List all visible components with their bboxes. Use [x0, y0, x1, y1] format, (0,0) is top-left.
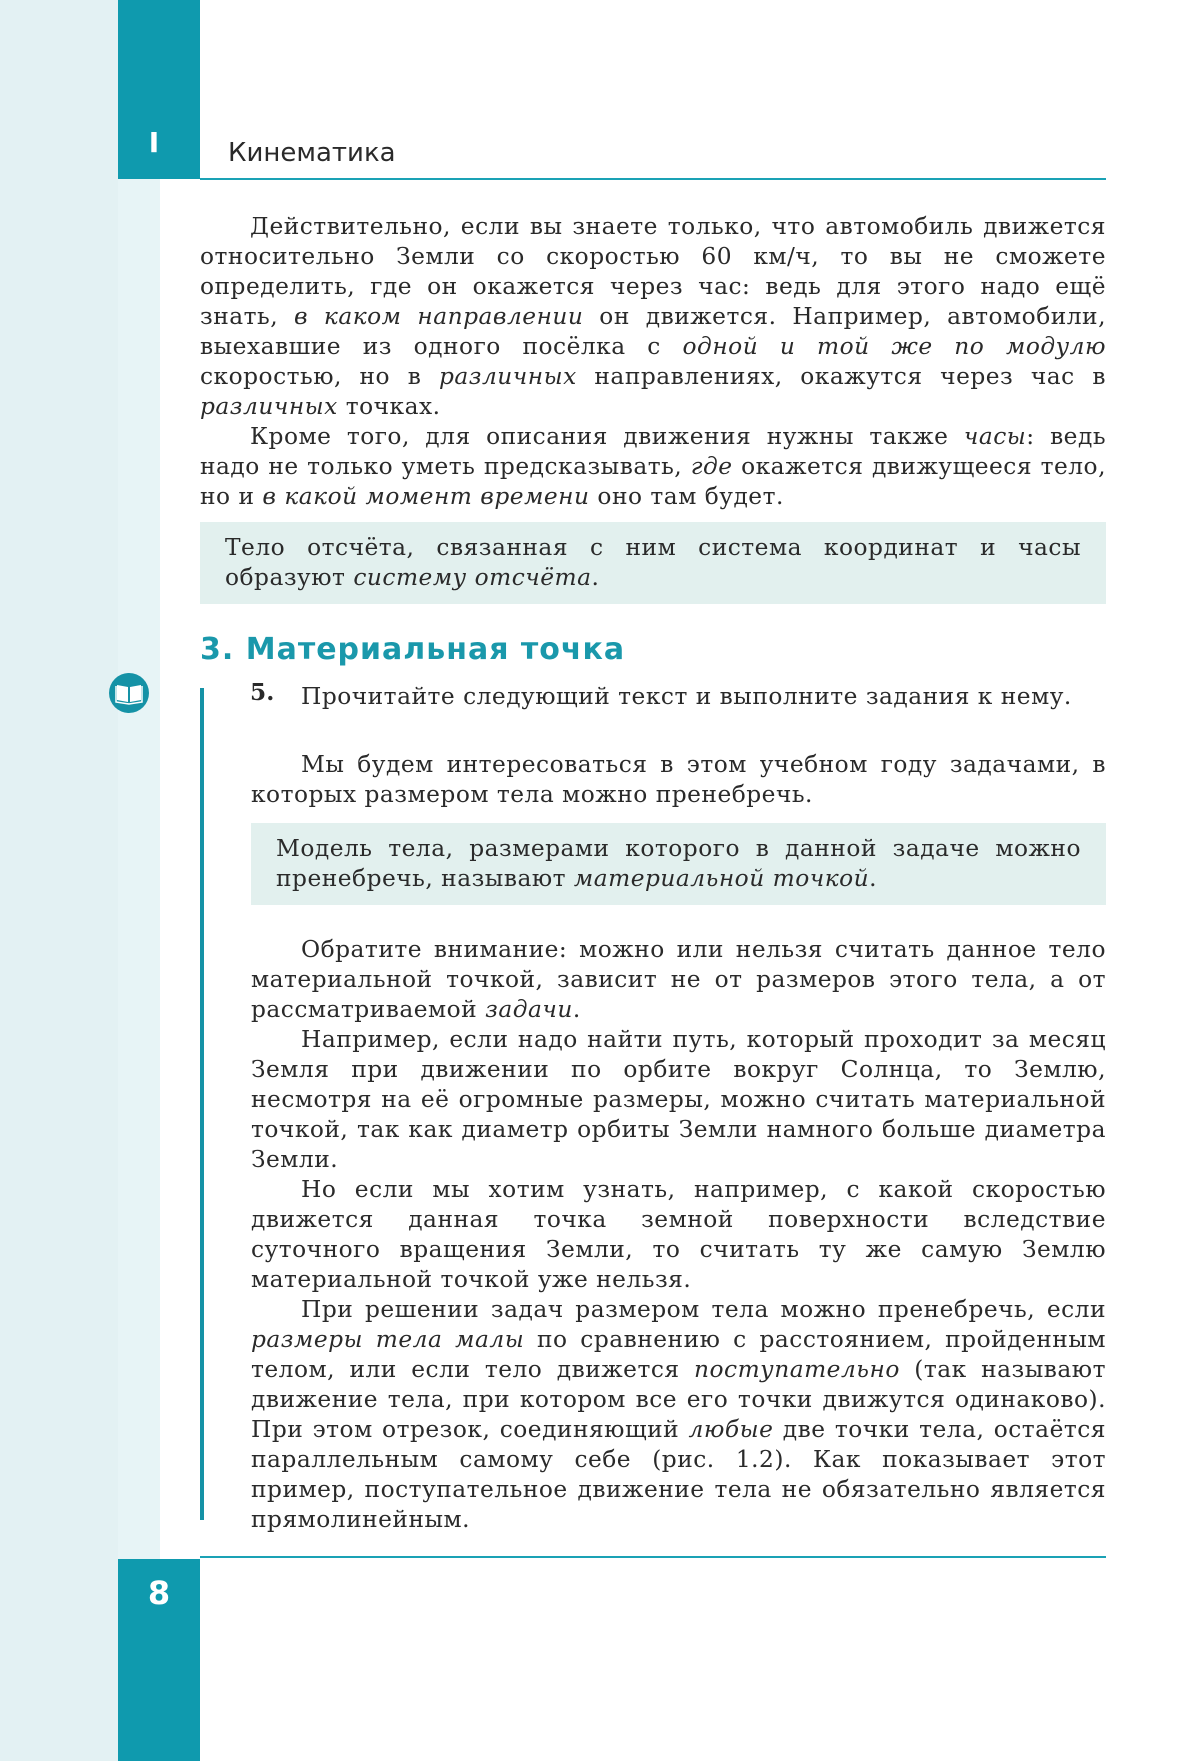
book-icon	[108, 672, 150, 714]
chapter-number: I	[148, 126, 160, 159]
header-divider	[200, 178, 1106, 180]
task-sidebar-line	[200, 688, 204, 1520]
chapter-title: Кинематика	[228, 138, 396, 168]
footer-divider	[200, 1556, 1106, 1558]
definition-material-point: Модель тела, размерами которого в данной задаче можно пренебречь, называют материальной точкой.	[251, 823, 1106, 905]
task-number: 5.	[250, 679, 275, 706]
paragraph-3: Мы будем интересоваться в этом учебном году задачами, в которых размером тела можно пренебречь.	[251, 751, 1106, 808]
page-number: 8	[147, 1574, 171, 1612]
paragraph-2: Кроме того, для описания движения нужны также часы: ведь надо не только уметь предсказывать, где окажется движущееся тело, но и в какой момент времени оно там будет.	[200, 423, 1106, 510]
task-text: Прочитайте следующий текст и выполните задания к нему.	[301, 683, 1072, 710]
definition-reference-system: Тело отсчёта, связанная с ним система координат и часы образуют систему отсчёта.	[200, 522, 1106, 604]
paragraph-4: Обратите внимание: можно или нельзя считать данное тело материальной точкой, зависит не от размеров этого тела, а от рассматриваемой задачи. Например, если надо найти путь, который проходит за месяц Земля при движении по орбите вокруг Солнца, то Землю, несмотря на её огромные размеры, можно считать материальной точкой, так как диаметр орбиты Земли намного больше диаметра Земли. Но если мы хотим узнать, например, с какой скоростью движется данная точка земной поверхности вследствие суточного вращения Земли, то считать ту же самую Землю материальной точкой уже нельзя. При решении задач размером тела можно пренебречь, если размеры тела малы по сравнению с расстоянием, пройденным телом, или если тело движется поступательно (так называют движение тела, при котором все его точки движутся одинаково). При этом отрезок, соединяющий любые две точки тела, остаётся параллельным самому себе (рис. 1.2). Как показывает этот пример, поступательное движение тела не обязательно является прямолинейным.	[251, 936, 1106, 1533]
section-title: 3. Материальная точка	[200, 632, 626, 667]
paragraph-1: Действительно, если вы знаете только, что автомобиль движется относительно Земли со скоростью 60 км/ч, то вы не сможете определить, где он окажется через час: ведь для этого надо ещё знать, в каком направлении он движется. Например, автомобили, выехавшие из одного посёлка с одной и той же по модулю скоростью, но в различных направлениях, окажутся через час в различных точках.	[200, 213, 1106, 420]
page-margin	[0, 0, 118, 1761]
margin-strip	[118, 179, 160, 1559]
